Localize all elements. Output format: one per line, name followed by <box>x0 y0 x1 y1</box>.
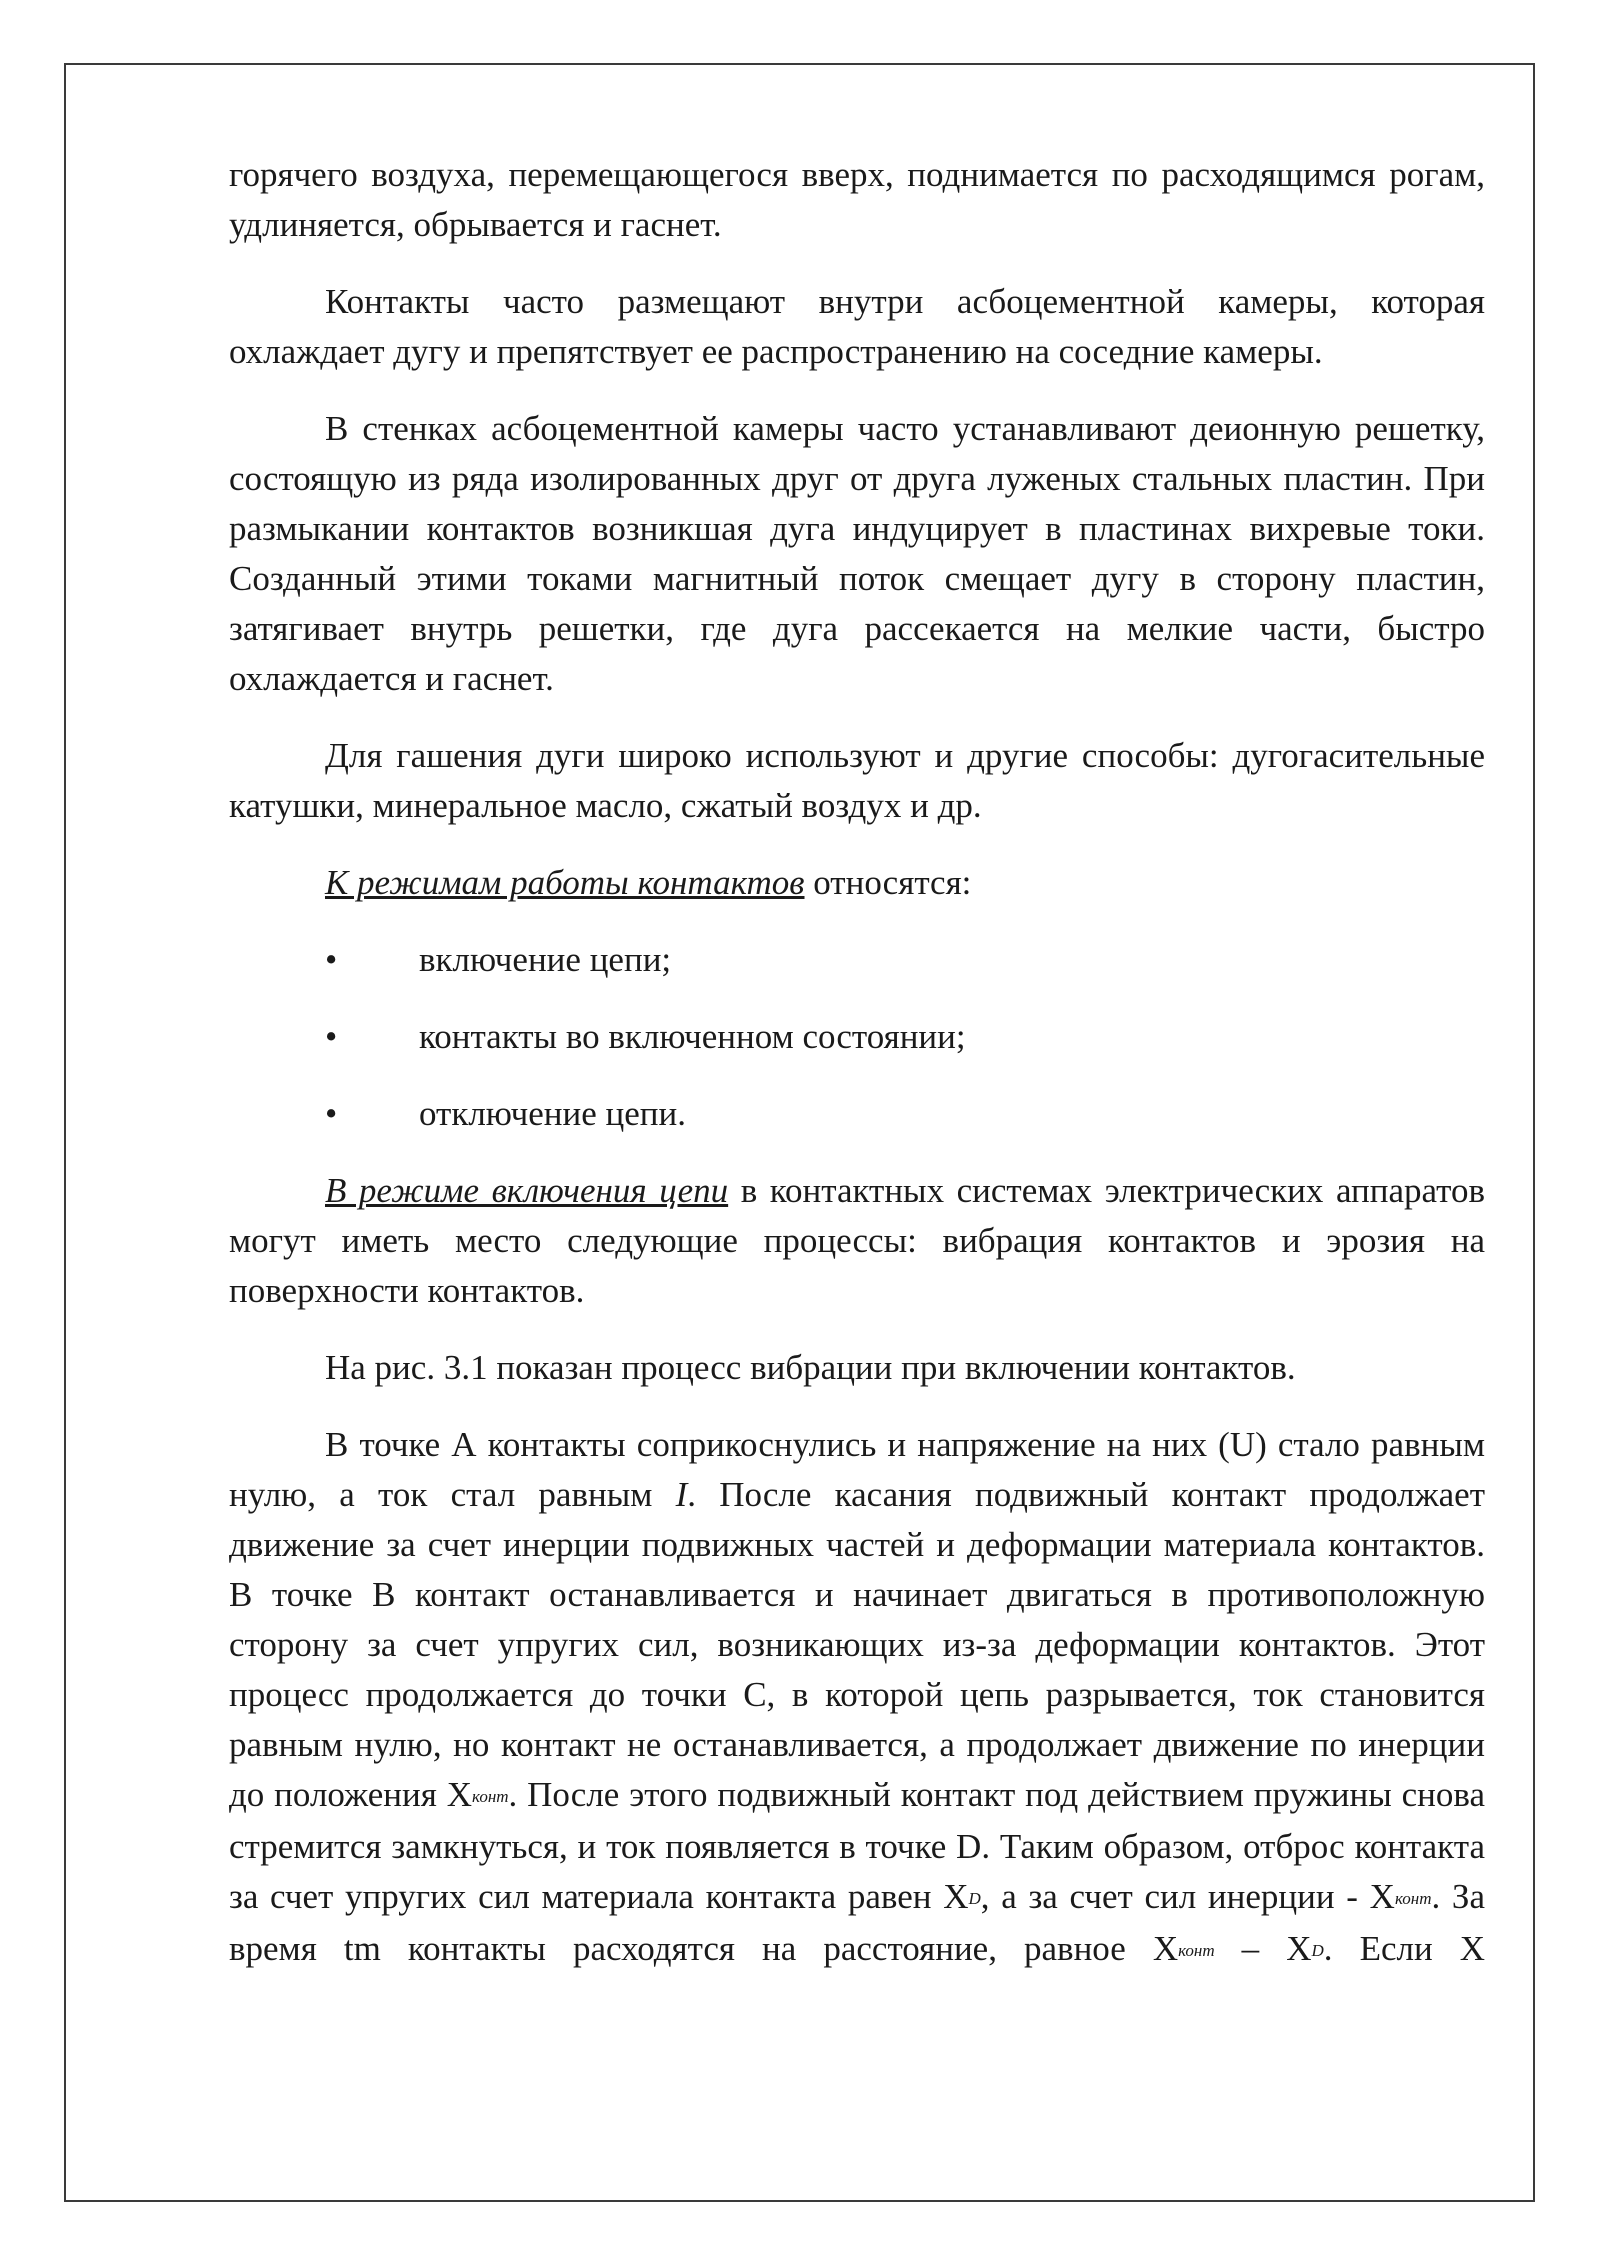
modes-heading-emphasis: К режимам работы контактов <box>325 863 805 902</box>
p8-part-f: – Х <box>1214 1928 1312 1968</box>
paragraph-8 <box>229 1420 1485 1975</box>
paragraph-6 <box>229 1166 1485 1316</box>
paragraph-1: горячего воздуха, перемещающегося вверх, поднимается по расходящимся рогам, удлиняется, обрывается и гаснет. <box>229 155 1485 244</box>
list-item <box>229 1012 1485 1062</box>
list-item-text: включение цепи; <box>419 940 672 979</box>
paragraph-7: На рис. 3.1 показан процесс вибрации при включении контактов. <box>325 1348 1296 1387</box>
list-item-text: отключение цепи. <box>419 1094 686 1133</box>
subscript-d: D <box>1311 1940 1324 1960</box>
subscript-kont: конт <box>1394 1888 1432 1908</box>
subscript-d: D <box>968 1888 981 1908</box>
p8-part-g: . Если Х <box>1323 1928 1485 1968</box>
modes-heading-rest: относятся: <box>804 863 972 902</box>
bullet-icon: • <box>325 940 338 979</box>
paragraph-5 <box>229 858 1485 908</box>
paragraph-4: Для гашения дуги широко используют и другие способы: дугогасительные катушки, минеральное масло, сжатый воздух и др. <box>229 736 1485 825</box>
list-item <box>229 1089 1485 1139</box>
subscript-kont: конт <box>1178 1940 1215 1960</box>
bullet-icon: • <box>325 1094 338 1133</box>
paragraph-2: Контакты часто размещают внутри асбоцементной камеры, которая охлаждает дугу и препятствует ее распространению на соседние камеры. <box>229 282 1485 371</box>
subscript-kont: конт <box>472 1786 509 1806</box>
p8-part-e: . За время tm контакты расходятся на расстояние, равное Х <box>229 1876 1485 1968</box>
p8-part-c: . После этого подвижный контакт под действием пружины снова стремится замкнуться, и ток появляется в точке D. Таким образом, отброс контакта за счет упругих сил материала контакта равен Х <box>229 1775 1485 1916</box>
document-body <box>229 150 1485 2002</box>
modes-list <box>229 935 1485 1139</box>
p8-part-d: , а за счет сил инерции - Х <box>980 1876 1395 1916</box>
current-symbol: I <box>675 1475 688 1514</box>
switch-on-mode-emphasis: В режиме включения цепи <box>325 1171 729 1210</box>
bullet-icon: • <box>325 1017 338 1056</box>
p8-part-a: В точке А контакты соприкоснулись и напряжение на них (U) стало равным нулю, а ток стал равным <box>229 1425 1485 1514</box>
switch-on-mode-rest: в контактных системах электрических аппаратов могут иметь место следующие процессы: вибрация контактов и эрозия на поверхности контактов. <box>229 1171 1486 1310</box>
paragraph-3: В стенках асбоцементной камеры часто устанавливают деионную решетку, состоящую из ряда изолированных друг от друга луженых стальных пластин. При размыкании контактов возникшая дуга индуцирует в пластинах вихревые токи. Созданный этими токами магнитный поток смещает дугу в сторону пластин, затягивает внутрь решетки, где дуга рассекается на мелкие части, быстро охлаждается и гаснет. <box>229 409 1485 698</box>
list-item-text: контакты во включенном состоянии; <box>419 1017 966 1056</box>
p8-part-b: . После касания подвижный контакт продолжает движение за счет инерции подвижных частей и деформации материала контактов. В точке В контакт останавливается и начинает двигаться в противоположную сторону за счет упругих сил, возникающих из-за деформации контактов. Этот процесс продолжается до точки С, в которой цепь разрывается, ток становится равным нулю, но контакт не останавливается, а продолжает движение по инерции до положения Х <box>229 1475 1485 1814</box>
list-item <box>229 935 1485 985</box>
